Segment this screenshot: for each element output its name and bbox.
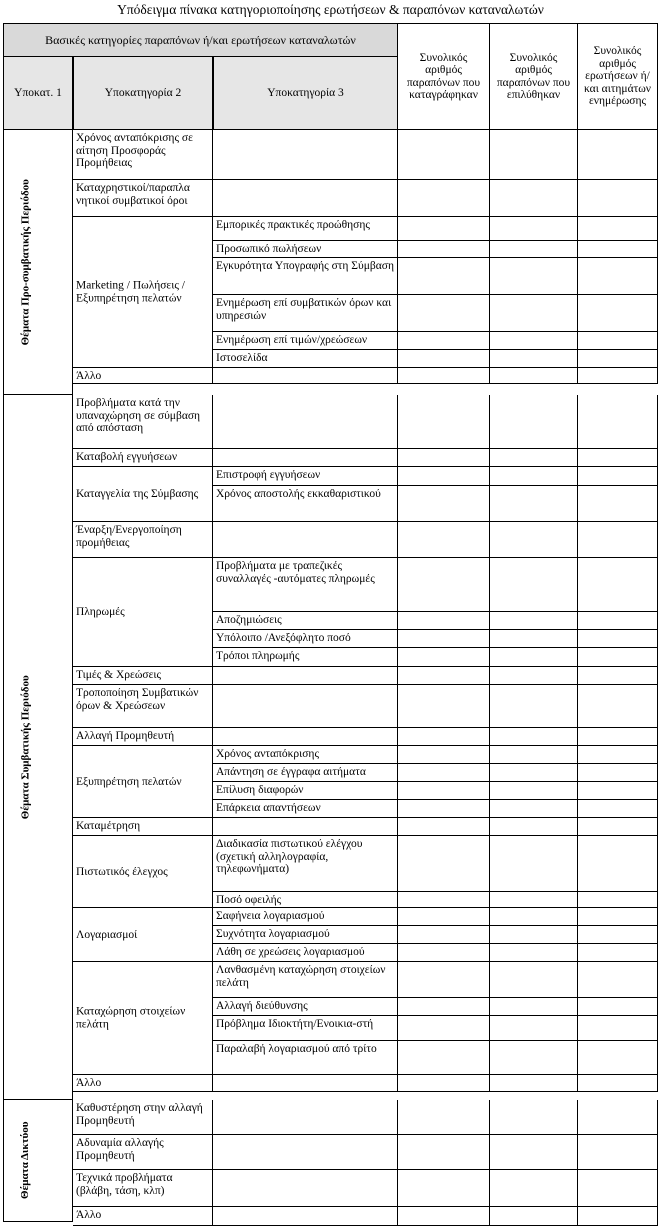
count-input-cell: [578, 486, 658, 522]
subcategory-cell: [213, 836, 398, 892]
subcategory-cell-text: Σαφήνεια λογαριασμού: [216, 910, 325, 922]
category-cell-text: Αλλαγή Προμηθευτή: [76, 730, 175, 742]
subcategory-empty-cell: [213, 130, 398, 180]
subcategory-cell: [213, 764, 398, 782]
count-input-cell: [398, 908, 490, 926]
subcategory-cell: [213, 241, 398, 258]
section-cell: [3, 130, 73, 395]
count-input-cell: [398, 728, 490, 746]
count-input-cell: [490, 728, 578, 746]
subcategory-cell-text: Εγκυρότητα Υπογραφής στη Σύμβαση: [216, 260, 394, 272]
count-input-cell: [490, 332, 578, 350]
category-cell: [73, 728, 213, 746]
subcategory-cell: [213, 648, 398, 667]
count-input-cell: [490, 685, 578, 728]
category-cell: [73, 1170, 213, 1207]
count-input-cell: [490, 295, 578, 332]
subcategory-empty-cell: [213, 449, 398, 467]
count-input-cell: [578, 630, 658, 648]
category-cell: [73, 395, 213, 449]
count-input-cell: [490, 800, 578, 818]
count-input-cell: [578, 800, 658, 818]
count-input-cell: [398, 1135, 490, 1170]
count-input-cell: [490, 1075, 578, 1092]
subcategory-cell: [213, 998, 398, 1016]
count-input-cell: [490, 522, 578, 558]
count-input-cell: [578, 217, 658, 241]
count-input-cell: [490, 368, 578, 384]
subcategory-cell-text: Επάρκεια απαντήσεων: [216, 802, 321, 814]
count-input-cell: [578, 258, 658, 295]
header-sub2-text: Υποκατηγορία 2: [104, 86, 182, 99]
header-total-recorded-text: Συνολικός αριθμός παραπόνων που καταγράφηκαν: [406, 51, 481, 101]
count-input-cell: [398, 998, 490, 1016]
subcategory-cell-text: Λάθη σε χρεώσεις λογαριασμού: [216, 946, 365, 958]
count-input-cell: [398, 782, 490, 800]
subcategory-cell-text: Προβλήματα με τραπεζικές συναλλαγές -αυτόματες πληρωμές: [216, 560, 375, 585]
count-input-cell: [578, 667, 658, 685]
category-cell-text: Προβλήματα κατά την υπαναχώρηση σε σύμβαση από απόσταση: [76, 397, 201, 434]
category-cell: [73, 818, 213, 836]
subcategory-cell: [213, 258, 398, 295]
category-cell-text: Χρόνος ανταπόκρισης σε αίτηση Προσφοράς Προμήθειας: [76, 132, 193, 169]
category-cell-text: Πιστωτικός έλεγχος: [76, 865, 168, 878]
count-input-cell: [398, 800, 490, 818]
count-input-cell: [490, 1135, 578, 1170]
count-input-cell: [578, 180, 658, 217]
count-input-cell: [490, 998, 578, 1016]
category-cell: [73, 368, 213, 384]
subcategory-cell: [213, 944, 398, 962]
subcategory-cell-text: Παραλαβή λογαριασμού από τρίτο: [216, 1043, 377, 1055]
category-cell: [73, 836, 213, 908]
count-input-cell: [398, 667, 490, 685]
count-input-cell: [398, 558, 490, 612]
category-cell-text: Τιμές & Χρεώσεις: [76, 669, 162, 681]
subcategory-cell: [213, 486, 398, 522]
count-input-cell: [490, 558, 578, 612]
category-cell: [73, 558, 213, 667]
subcategory-cell-text: Υπόλοιπο /Ανεξόφλητο ποσό: [216, 632, 351, 644]
header-total-resolved-text: Συνολικός αριθμός παραπόνων που επιλύθηκαν: [496, 51, 571, 101]
count-input-cell: [578, 350, 658, 368]
count-input-cell: [578, 522, 658, 558]
header-sub3-text: Υποκατηγορία 3: [267, 86, 344, 99]
count-input-cell: [398, 522, 490, 558]
category-cell-text: Τεχνικά προβλήματα (βλάβη, τάση, κλπ): [76, 1172, 173, 1197]
count-input-cell: [578, 1041, 658, 1075]
category-cell: [73, 130, 213, 180]
subcategory-cell-text: Ποσό οφειλής: [216, 894, 282, 906]
count-input-cell: [578, 1207, 658, 1226]
category-cell: [73, 962, 213, 1075]
header-total-recorded: [398, 23, 490, 130]
header-sub3: [213, 56, 398, 130]
count-input-cell: [398, 944, 490, 962]
category-cell-text: Τροποποίηση Συμβατικών όρων & Χρεώσεων: [76, 687, 199, 712]
count-input-cell: [490, 217, 578, 241]
count-input-cell: [578, 998, 658, 1016]
section-label: Θέματα Δικτύου: [18, 1121, 31, 1199]
subcategory-cell-text: Προσωπικό πωλήσεων: [216, 243, 322, 255]
count-input-cell: [398, 1075, 490, 1092]
count-input-cell: [578, 892, 658, 908]
count-input-cell: [578, 818, 658, 836]
category-cell: [73, 667, 213, 685]
count-input-cell: [398, 962, 490, 998]
category-cell: [73, 908, 213, 962]
category-cell: [73, 1207, 213, 1226]
count-input-cell: [490, 486, 578, 522]
category-cell-text: Marketing / Πωλήσεις / Εξυπηρέτηση πελατών: [76, 279, 185, 304]
count-input-cell: [578, 1170, 658, 1207]
category-cell: [73, 685, 213, 728]
count-input-cell: [490, 130, 578, 180]
count-input-cell: [398, 836, 490, 892]
count-input-cell: [490, 926, 578, 944]
subcategory-empty-cell: [213, 667, 398, 685]
subcategory-cell-text: Επίλυση διαφορών: [216, 784, 304, 796]
count-input-cell: [578, 1135, 658, 1170]
subcategory-empty-cell: [213, 522, 398, 558]
header-total-requests-text: Συνολικός αριθμός ερωτήσεων ή/και αιτημάτων ενημέρωσης: [583, 45, 652, 108]
count-input-cell: [578, 746, 658, 764]
subcategory-empty-cell: [213, 818, 398, 836]
count-input-cell: [398, 926, 490, 944]
subcategory-cell: [213, 1041, 398, 1075]
subcategory-cell: [213, 332, 398, 350]
subcategory-cell-text: Χρόνος ανταπόκρισης: [216, 748, 319, 760]
section-label: Θέματα Συμβατικής Περιόδου: [18, 674, 31, 819]
subcategory-empty-cell: [213, 685, 398, 728]
header-total-requests: [578, 23, 658, 130]
category-cell-text: Λογαριασμοί: [76, 928, 138, 941]
subcategory-cell-text: Ιστοσελίδα: [216, 352, 268, 364]
subcategory-cell: [213, 350, 398, 368]
subcategory-empty-cell: [213, 368, 398, 384]
subcategory-cell: [213, 1016, 398, 1041]
count-input-cell: [578, 926, 658, 944]
subcategory-empty-cell: [213, 395, 398, 449]
count-input-cell: [398, 1207, 490, 1226]
count-input-cell: [398, 818, 490, 836]
count-input-cell: [578, 467, 658, 486]
subcategory-cell-text: Ενημέρωση επί τιμών/χρεώσεων: [216, 334, 368, 346]
subcategory-cell: [213, 908, 398, 926]
count-input-cell: [398, 612, 490, 630]
section-cell: [3, 1100, 73, 1222]
category-cell: [73, 1100, 213, 1135]
count-input-cell: [398, 1016, 490, 1041]
count-input-cell: [398, 295, 490, 332]
count-input-cell: [578, 1100, 658, 1135]
category-cell-text: Καταμέτρηση: [76, 820, 141, 832]
count-input-cell: [398, 685, 490, 728]
count-input-cell: [578, 908, 658, 926]
header-sub2: [73, 56, 213, 130]
count-input-cell: [490, 1016, 578, 1041]
category-cell: [73, 467, 213, 522]
category-cell-text: Αδυναμία αλλαγής Προμηθευτή: [76, 1137, 164, 1162]
subcategory-cell-text: Διαδικασία πιστωτικού ελέγχου (σχετική αλληλογραφία, τηλεφωνήματα): [216, 838, 363, 875]
subcategory-empty-cell: [213, 180, 398, 217]
count-input-cell: [490, 892, 578, 908]
count-input-cell: [578, 648, 658, 667]
count-input-cell: [398, 1041, 490, 1075]
count-input-cell: [398, 332, 490, 350]
count-input-cell: [578, 685, 658, 728]
subcategory-cell-text: Χρόνος αποστολής εκκαθαριστικού: [216, 488, 381, 500]
category-cell-text: Πληρωμές: [76, 605, 125, 618]
count-input-cell: [578, 728, 658, 746]
count-input-cell: [578, 332, 658, 350]
subcategory-empty-cell: [213, 1170, 398, 1207]
subcategory-cell-text: Εμπορικές πρακτικές προώθησης: [216, 219, 370, 231]
subcategory-cell-text: Απάντηση σε έγγραφα αιτήματα: [216, 766, 366, 778]
count-input-cell: [490, 180, 578, 217]
header-sub1-text: Υποκατ. 1: [14, 86, 62, 99]
category-cell-text: Καθυστέρηση στην αλλαγή Προμηθευτή: [76, 1102, 203, 1127]
count-input-cell: [398, 258, 490, 295]
subcategory-cell-text: Πρόβλημα Ιδιοκτήτη/Ενοικια-στή: [216, 1018, 374, 1030]
subcategory-cell: [213, 295, 398, 332]
category-cell-text: Άλλο: [76, 1209, 102, 1221]
subcategory-cell: [213, 800, 398, 818]
count-input-cell: [578, 1016, 658, 1041]
count-input-cell: [490, 962, 578, 998]
count-input-cell: [398, 130, 490, 180]
count-input-cell: [578, 1075, 658, 1092]
section-label: Θέματα Προ-συμβατικής Περιόδου: [18, 178, 31, 345]
category-cell-text: Άλλο: [76, 1077, 102, 1089]
subcategory-cell: [213, 892, 398, 908]
category-cell-text: Καταχώρηση στοιχείων πελάτη: [76, 1005, 186, 1030]
count-input-cell: [398, 449, 490, 467]
category-cell: [73, 449, 213, 467]
count-input-cell: [398, 467, 490, 486]
subcategory-cell-text: Λανθασμένη καταχώρηση στοιχείων πελάτη: [216, 964, 386, 989]
subcategory-cell: [213, 467, 398, 486]
category-cell: [73, 1135, 213, 1170]
count-input-cell: [398, 630, 490, 648]
count-input-cell: [578, 449, 658, 467]
count-input-cell: [490, 241, 578, 258]
category-cell: [73, 1075, 213, 1092]
subcategory-empty-cell: [213, 1100, 398, 1135]
subcategory-cell-text: Αποζημιώσεις: [216, 614, 282, 626]
count-input-cell: [398, 368, 490, 384]
count-input-cell: [578, 782, 658, 800]
count-input-cell: [490, 258, 578, 295]
count-input-cell: [490, 1041, 578, 1075]
subcategory-cell: [213, 926, 398, 944]
subcategory-empty-cell: [213, 1135, 398, 1170]
count-input-cell: [578, 764, 658, 782]
count-input-cell: [490, 836, 578, 892]
subcategory-cell-text: Αλλαγή διεύθυνσης: [216, 1000, 308, 1012]
count-input-cell: [578, 395, 658, 449]
count-input-cell: [578, 130, 658, 180]
subcategory-cell: [213, 630, 398, 648]
count-input-cell: [578, 836, 658, 892]
count-input-cell: [490, 449, 578, 467]
subcategory-empty-cell: [213, 1075, 398, 1092]
count-input-cell: [398, 395, 490, 449]
count-input-cell: [398, 1170, 490, 1207]
count-input-cell: [578, 944, 658, 962]
count-input-cell: [490, 395, 578, 449]
count-input-cell: [490, 944, 578, 962]
count-input-cell: [490, 350, 578, 368]
count-input-cell: [490, 667, 578, 685]
subcategory-cell-text: Τρόποι πληρωμής: [216, 650, 300, 662]
count-input-cell: [490, 630, 578, 648]
subcategory-cell: [213, 746, 398, 764]
subcategory-empty-cell: [213, 1207, 398, 1226]
header-sub1: [3, 56, 73, 130]
section-cell: [3, 395, 73, 1100]
count-input-cell: [398, 764, 490, 782]
count-input-cell: [398, 1100, 490, 1135]
count-input-cell: [578, 295, 658, 332]
count-input-cell: [578, 241, 658, 258]
count-input-cell: [398, 241, 490, 258]
category-cell-text: Έναρξη/Ενεργοποίηση προμήθειας: [76, 524, 182, 549]
count-input-cell: [398, 486, 490, 522]
count-input-cell: [490, 1207, 578, 1226]
category-cell: [73, 180, 213, 217]
header-basic-categories: [3, 23, 398, 56]
category-cell-text: Καταγγελία της Σύμβασης: [76, 487, 199, 500]
count-input-cell: [490, 1100, 578, 1135]
count-input-cell: [398, 746, 490, 764]
subcategory-cell-text: Επιστροφή εγγυήσεων: [216, 469, 321, 481]
subcategory-cell-text: Ενημέρωση επί συμβατικών όρων και υπηρεσιών: [216, 297, 392, 322]
count-input-cell: [490, 782, 578, 800]
category-cell-text: Άλλο: [76, 370, 102, 382]
subcategory-cell: [213, 962, 398, 998]
count-input-cell: [578, 558, 658, 612]
count-input-cell: [490, 612, 578, 630]
category-cell-text: Καταβολή εγγυήσεων: [76, 451, 178, 463]
subcategory-cell: [213, 217, 398, 241]
page-title: Υπόδειγμα πίνακα κατηγοριοποίησης ερωτήσεων & παραπόνων καταναλωτών: [117, 2, 544, 17]
count-input-cell: [490, 764, 578, 782]
count-input-cell: [578, 612, 658, 630]
count-input-cell: [398, 892, 490, 908]
count-input-cell: [490, 908, 578, 926]
header-total-resolved: [490, 23, 578, 130]
count-input-cell: [490, 818, 578, 836]
count-input-cell: [490, 467, 578, 486]
subcategory-cell: [213, 558, 398, 612]
count-input-cell: [578, 962, 658, 998]
subcategory-cell-text: Συχνότητα λογαριασμού: [216, 928, 330, 940]
count-input-cell: [490, 648, 578, 667]
count-input-cell: [398, 180, 490, 217]
subcategory-cell: [213, 782, 398, 800]
count-input-cell: [398, 217, 490, 241]
subcategory-empty-cell: [213, 728, 398, 746]
category-cell-text: Εξυπηρέτηση πελατών: [76, 775, 182, 788]
count-input-cell: [398, 648, 490, 667]
count-input-cell: [490, 1170, 578, 1207]
category-cell: [73, 522, 213, 558]
header-basic-categories-text: Βασικές κατηγορίες παραπόνων ή/και ερωτήσεων καταναλωτών: [45, 32, 356, 47]
count-input-cell: [578, 368, 658, 384]
count-input-cell: [490, 746, 578, 764]
category-cell: [73, 217, 213, 368]
category-cell-text: Καταχρηστικοί/παραπλα νητικοί συμβατικοί όροι: [76, 182, 190, 207]
category-cell: [73, 746, 213, 818]
count-input-cell: [398, 350, 490, 368]
subcategory-cell: [213, 612, 398, 630]
